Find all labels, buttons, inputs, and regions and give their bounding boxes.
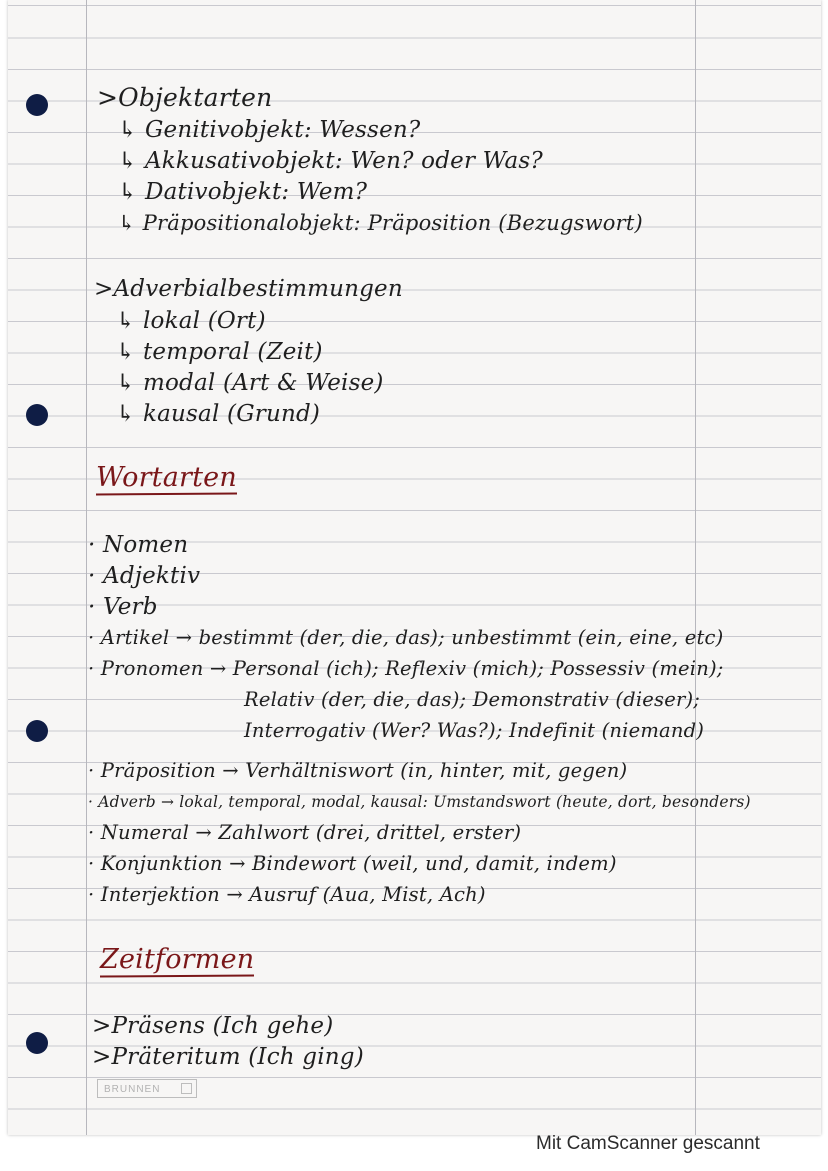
list-item: ↳ temporal (Zeit) bbox=[116, 339, 323, 365]
brand-mark-icon bbox=[181, 1083, 192, 1094]
list-item: · Präposition → Verhältniswort (in, hinter, mit, gegen) bbox=[88, 759, 628, 782]
list-item: ↳ Akkusativobjekt: Wen? oder Was? bbox=[118, 148, 543, 174]
list-item-continuation: Interrogativ (Wer? Was?); Indefinit (niemand) bbox=[244, 719, 705, 742]
heading-wortarten: Wortarten bbox=[96, 462, 237, 493]
heading-zeitformen: Zeitformen bbox=[100, 944, 255, 975]
brand-label: BRUNNEN bbox=[104, 1084, 161, 1095]
list-item: · Numeral → Zahlwort (drei, drittel, erster) bbox=[88, 821, 522, 844]
list-item: · Pronomen → Personal (ich); Reflexiv (mich); Possessiv (mein); bbox=[88, 657, 724, 680]
section-adverbialbestimmungen: >Adverbialbestimmungen bbox=[94, 276, 403, 302]
left-margin-line bbox=[86, 0, 87, 1135]
punch-hole bbox=[26, 720, 48, 742]
list-item: · Nomen bbox=[88, 532, 189, 558]
punch-hole bbox=[26, 1032, 48, 1054]
list-item: ↳ lokal (Ort) bbox=[116, 308, 266, 334]
list-item: · Verb bbox=[88, 594, 158, 620]
list-item: ↳ modal (Art & Weise) bbox=[116, 370, 384, 396]
section-objektarten: >Objektarten bbox=[97, 83, 273, 112]
list-item: ↳ Genitivobjekt: Wessen? bbox=[118, 117, 421, 143]
punch-hole bbox=[26, 404, 48, 426]
list-item: · Adjektiv bbox=[88, 563, 201, 589]
list-item: · Adverb → lokal, temporal, modal, kausal: Umstandswort (heute, dort, besonders) bbox=[88, 793, 751, 811]
list-item: · Konjunktion → Bindewort (weil, und, damit, indem) bbox=[88, 852, 617, 875]
brunnen-logo bbox=[97, 1079, 197, 1098]
list-item: >Präsens (Ich gehe) bbox=[92, 1013, 334, 1039]
list-item: ↳ Präpositionalobjekt: Präposition (Bezugswort) bbox=[118, 211, 643, 235]
right-margin-line bbox=[695, 0, 696, 1135]
punch-hole bbox=[26, 94, 48, 116]
scanner-watermark: Mit CamScanner gescannt bbox=[536, 1133, 760, 1154]
list-item: >Präteritum (Ich ging) bbox=[92, 1044, 364, 1070]
list-item: ↳ kausal (Grund) bbox=[116, 401, 321, 427]
list-item-continuation: Relativ (der, die, das); Demonstrativ (dieser); bbox=[244, 688, 701, 711]
list-item: · Artikel → bestimmt (der, die, das); unbestimmt (ein, eine, etc) bbox=[88, 626, 724, 649]
list-item: ↳ Dativobjekt: Wem? bbox=[118, 179, 368, 205]
list-item: · Interjektion → Ausruf (Aua, Mist, Ach) bbox=[88, 883, 486, 906]
